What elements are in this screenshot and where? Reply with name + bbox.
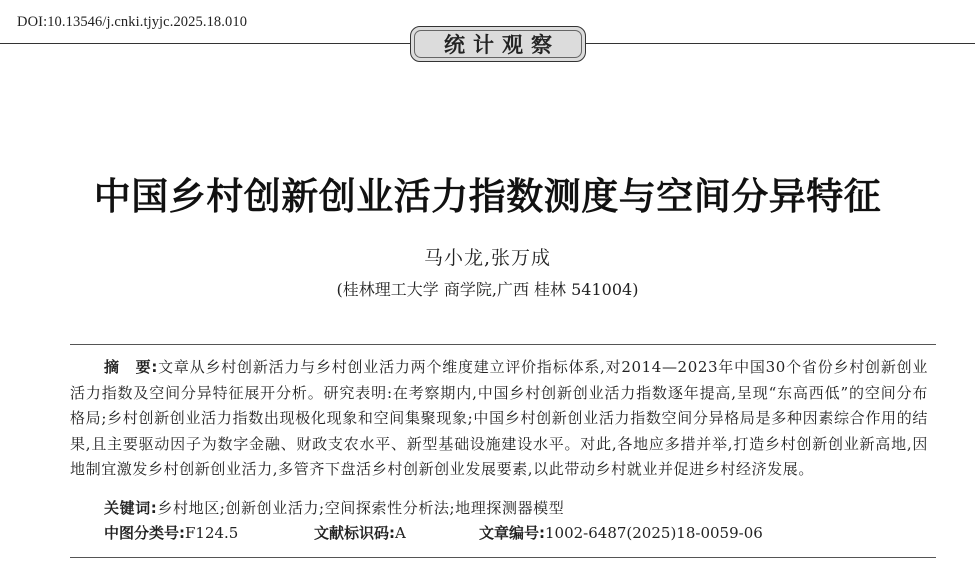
keywords-line — [104, 497, 564, 518]
doi-text: DOI:10.13546/j.cnki.tjyjc.2025.18.010 — [17, 14, 248, 30]
article-authors: 马小龙,张万成 — [423, 247, 552, 269]
doc-code — [314, 522, 479, 543]
article-number-label: 文章编号: — [479, 524, 545, 542]
clc-code — [104, 522, 314, 543]
classification-line — [104, 522, 924, 543]
article-affiliation: (桂林理工大学 商学院,广西 桂林 541004) — [336, 280, 639, 299]
article-title: 中国乡村创新创业活力指数测度与空间分异特征 — [93, 175, 882, 218]
abstract-body: 文章从乡村创新活力与乡村创业活力两个维度建立评价指标体系,对2014—2023年中国30个省份乡村创新创业活力指数及空间分异特征展开分析。研究表明:在考察期内,中国乡村创新创业活力指数逐年提高,呈现“东高西低”的空间分布格局;乡村创新创业活力指数出现极化现象和空间集聚现象;中国乡村创新创业活力指数空间分异格局是多种因素综合作用的结果,且主要驱动因子为数字金融、财政支农水平、新型基础设施建设水平。对此,各地应多措并举,打造乡村创新创业新高地,因地制宜激发乡村创新创业活力,多管齐下盘活乡村创新创业发展要素,以此带动乡村就业并促进乡村经济发展。 — [70, 358, 928, 478]
column-tag — [410, 26, 586, 62]
doc-value: A — [395, 524, 406, 542]
keywords-text: 乡村地区;创新创业活力;空间探索性分析法;地理探测器模型 — [157, 499, 565, 517]
clc-value: F124.5 — [185, 524, 239, 542]
column-tag-label: 统计观察 — [444, 33, 560, 57]
article-number — [479, 522, 763, 543]
article-number-value: 1002-6487(2025)18-0059-06 — [545, 524, 763, 542]
abstract-label: 摘 要: — [104, 358, 158, 376]
clc-label: 中图分类号: — [104, 524, 185, 542]
keywords-label: 关键词: — [104, 499, 158, 517]
abstract-paragraph — [70, 355, 928, 483]
doc-label: 文献标识码: — [314, 524, 395, 542]
